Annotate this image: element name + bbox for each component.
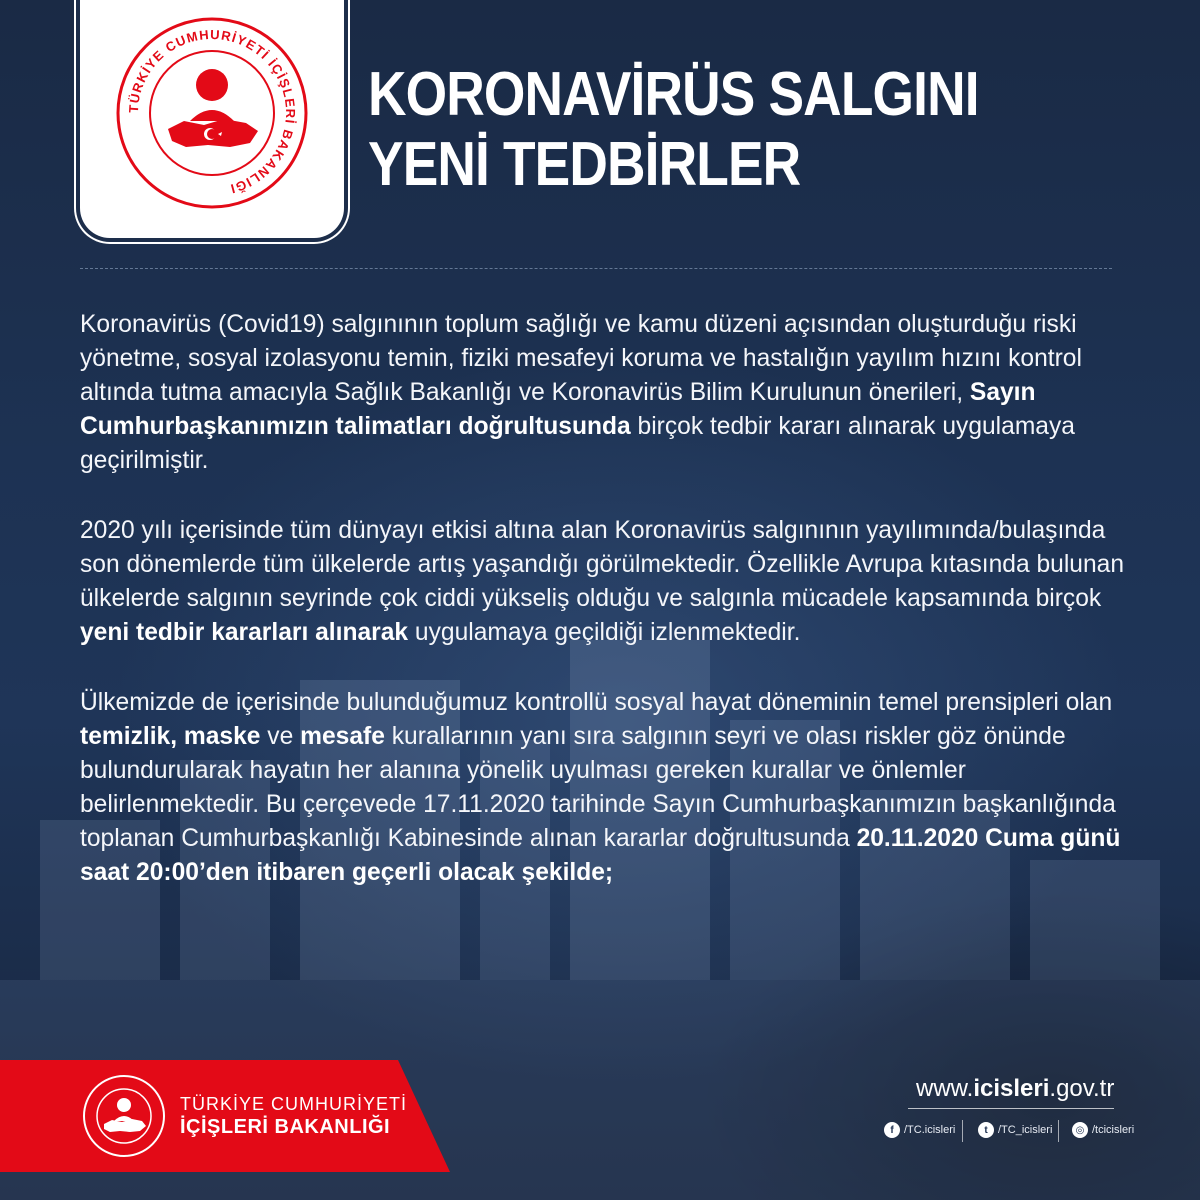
announcement-body — [80, 308, 1140, 926]
interior-ministry-emblem-icon — [112, 13, 312, 213]
social-separator — [1058, 1120, 1059, 1142]
p3-bold-2: mesafe — [300, 723, 385, 750]
logo-card — [80, 0, 344, 238]
website-prefix: www. — [916, 1075, 974, 1102]
p3-bold-1: temizlik, maske — [80, 723, 261, 750]
paragraph-2 — [80, 514, 1140, 650]
facebook-icon: f — [884, 1122, 900, 1138]
footer-org-title — [180, 1093, 407, 1139]
p2-text: 2020 yılı içerisinde tüm dünyayı etkisi altına alan Koronavirüs salgınının yayılımında/bulaşında son dönemlerde tüm ülkelerde artış yaşandığı görülmektedir. Özellikle Avrupa kıtasında bulunan ülkelerde salgının seyrinde çok ciddi yükseliş olduğu ve salgınla mücadele kapsamında birçok — [80, 517, 1125, 612]
p3-text: Ülkemizde de içerisinde bulunduğumuz kontrollü sosyal hayat döneminin temel prensipleri olan — [80, 689, 1113, 716]
instagram-handle: /tcicisleri — [1092, 1124, 1135, 1136]
twitter-handle: /TC_icisleri — [998, 1124, 1053, 1136]
facebook-handle: /TC.icisleri — [904, 1124, 956, 1136]
p1-text-end: birçok tedbir kararı alınarak uygulamaya geçirilmiştir. — [80, 413, 1075, 474]
p3-text-3: kurallarının yanı sıra salgının seyri ve olası riskler göz önünde bulundurularak hayatın her alanına yönelik uyulması gereken kurallar ve önlemler belirlenmektedir. Bu çerçevede 17.11.2020 tarihinde Sayın Cumhurbaşkanımızın başkanlığında toplanan Cumhurbaşkanlığı Kabinesinde alınan kararlar doğrultusunda — [80, 723, 1116, 852]
p2-bold: yeni tedbir kararları alınarak — [80, 619, 409, 646]
social-separator — [962, 1120, 963, 1142]
p2-text-end: uygulamaya geçildiği izlenmektedir. — [408, 619, 801, 646]
title-line-1: KORONAVİRÜS SALGINI — [368, 60, 979, 129]
footer-emblem-icon — [82, 1074, 166, 1158]
paragraph-1 — [80, 308, 1140, 478]
emblem-ring-text: TÜRKİYE CUMHURİYETİ İÇİŞLERİ BAKANLIĞI — [125, 26, 299, 197]
footer-org-line-1: TÜRKİYE CUMHURİYETİ — [180, 1094, 408, 1114]
p3-text-2: ve — [260, 723, 301, 750]
twitter-icon: t — [978, 1122, 994, 1138]
social-facebook[interactable] — [884, 1121, 955, 1139]
website-link[interactable] — [916, 1075, 1114, 1103]
website-domain: icisleri — [973, 1075, 1050, 1102]
paragraph-3 — [80, 686, 1140, 890]
website-underline — [908, 1108, 1114, 1109]
footer-org-line-2: İÇİŞLERİ BAKANLIĞI — [180, 1116, 391, 1138]
instagram-icon: ◎ — [1072, 1122, 1088, 1138]
title-line-2: YENİ TEDBİRLER — [368, 130, 801, 199]
social-twitter[interactable] — [978, 1121, 1052, 1139]
p1-bold: Sayın Cumhurbaşkanımızın talimatları doğrultusunda — [80, 379, 1036, 440]
page-title — [368, 60, 1039, 200]
website-suffix: .gov.tr — [1049, 1075, 1115, 1102]
dashed-divider — [80, 268, 1112, 269]
p1-text: Koronavirüs (Covid19) salgınının toplum sağlığı ve kamu düzeni açısından oluşturduğu riski yönetme, sosyal izolasyonu temin, fiziki mesafeyi koruma ve hastalığın yayılım hızını kontrol altında tutma amacıyla Sağlık Bakanlığı ve Koronavirüs Bilim Kurulunun önerileri, — [80, 311, 1082, 406]
p3-bold-3: 20.11.2020 Cuma günü saat 20:00’den itibaren geçerli olacak şekilde; — [80, 825, 1121, 886]
social-instagram[interactable] — [1072, 1121, 1134, 1139]
